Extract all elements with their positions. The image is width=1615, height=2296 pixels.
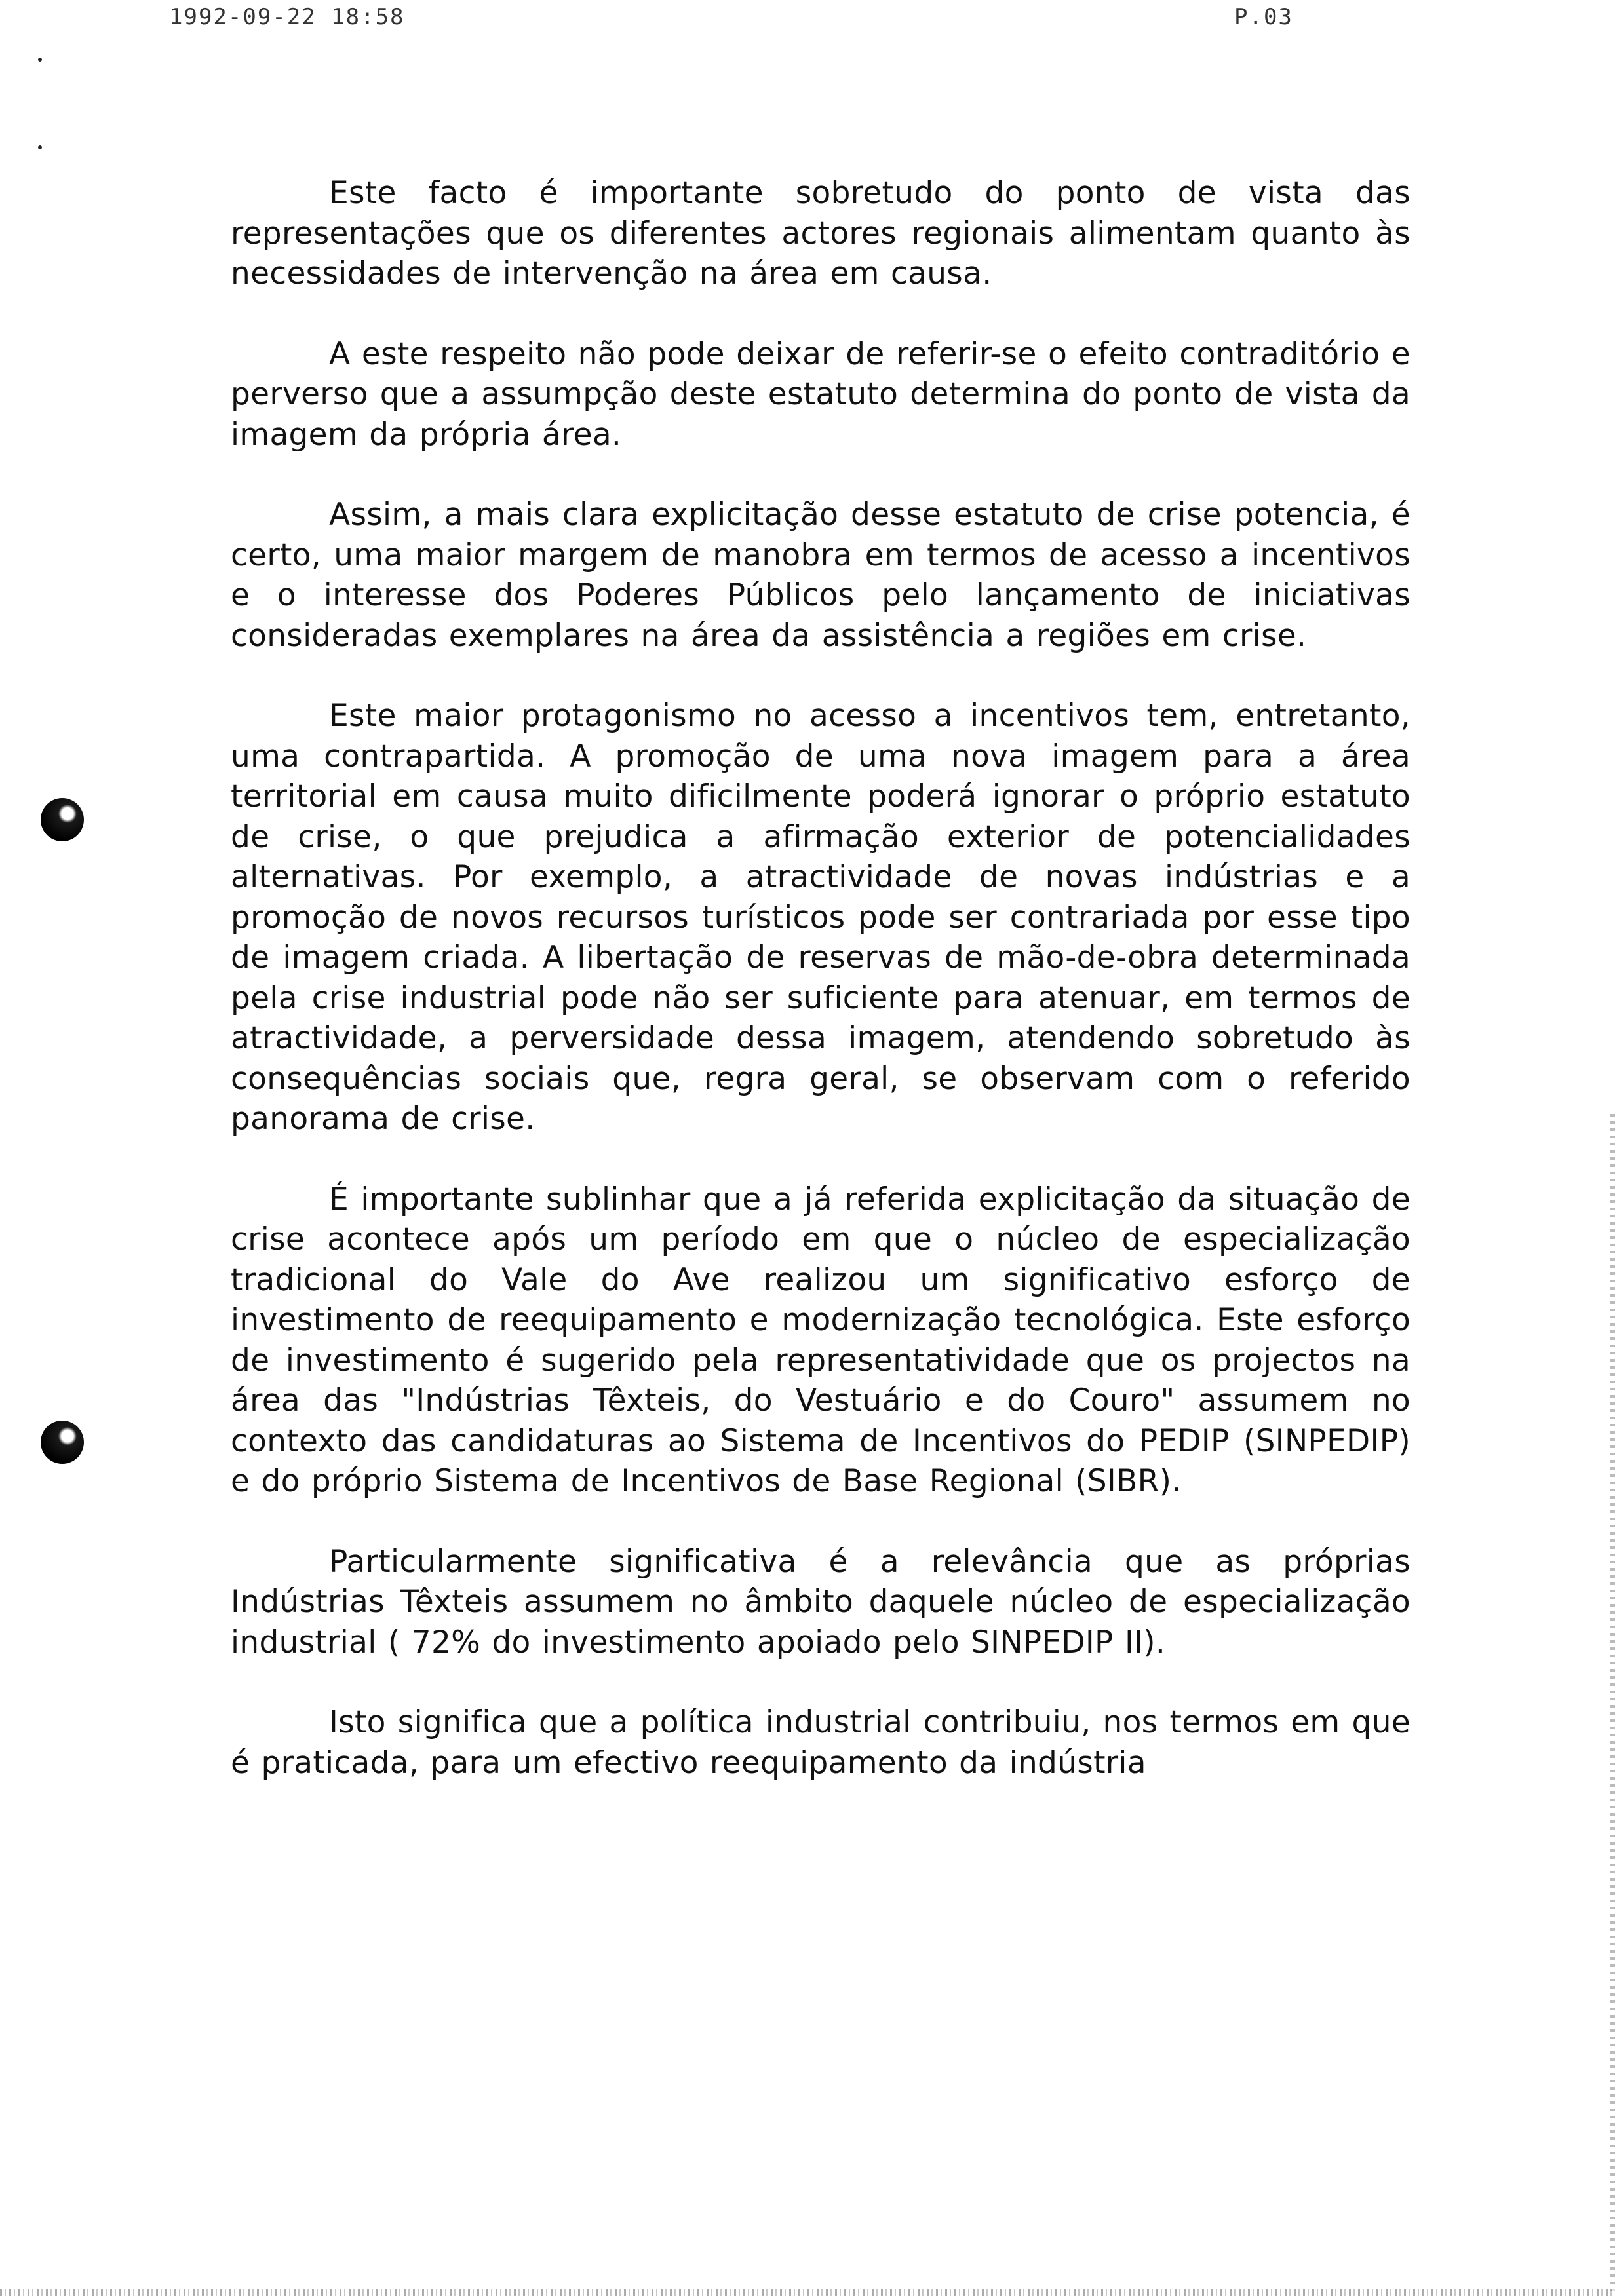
punch-hole-top [41,798,84,841]
fax-page-number: P.03 [1234,4,1293,30]
paragraph-1: Este facto é importante sobretudo do ponto de vista das representações que os diferentes actores regionais alimentam quanto às necessidades de intervenção na área em causa. [231,175,1411,292]
paragraph-4: Este maior protagonismo no acesso a incentivos tem, entretanto, uma contrapartida. A promoção de uma nova imagem para a área territorial em causa muito dificilmente poderá ignorar o próprio estatuto de crise, o que prejudica a afirmação exterior de potencialidades alternativas. Por exemplo, a atractividade de novas indústrias e a promoção de novos recursos turísticos pode ser contrariada por esse tipo de imagem criada. A libertação de reservas de mão-de-obra determinada pela crise industrial pode não ser suficiente para atenuar, em termos de atractividade, a perversidade dessa imagem, atendendo sobretudo às consequências sociais que, regra geral, se observam com o referido panorama de crise. [231,698,1411,1137]
scan-edge-right [1610,1114,1615,2296]
fax-header [0,4,1615,37]
scan-edge-bottom [0,2289,1615,2296]
punch-hole-bottom [41,1421,84,1464]
document-body [231,173,1411,1823]
scan-speck [38,145,42,149]
paragraph-6: Particularmente significativa é a relevância que as próprias Indústrias Têxteis assumem no âmbito daquele núcleo de especialização industrial ( 72% do investimento apoiado pelo SINPEDIP II). [231,1543,1411,1660]
fax-timestamp: 1992-09-22 18:58 [169,4,405,30]
paragraph-5: É importante sublinhar que a já referida explicitação da situação de crise acontece após um período em que o núcleo de especialização tradicional do Vale do Ave realizou um significativo esforço de investimento de reequipamento e modernização tecnológica. Este esforço de investimento é sugerido pela representatividade que os projectos na área das "Indústrias Têxteis, do Vestuário e do Couro" assumem no contexto das candidaturas ao Sistema de Incentivos do PEDIP (SINPEDIP) e do próprio Sistema de Incentivos de Base Regional (SIBR). [231,1181,1411,1499]
paragraph-2: A este respeito não pode deixar de referir-se o efeito contraditório e perverso que a assumpção deste estatuto determina do ponto de vista da imagem da própria área. [231,335,1411,453]
paragraph-7: Isto significa que a política industrial contribuiu, nos termos em que é praticada, para um efectivo reequipamento da indústria [231,1704,1411,1781]
paragraph-3: Assim, a mais clara explicitação desse estatuto de crise potencia, é certo, uma maior margem de manobra em termos de acesso a incentivos e o interesse dos Poderes Públicos pelo lançamento de iniciativas consideradas exemplares na área da assistência a regiões em crise. [231,497,1411,654]
scan-speck [38,58,42,62]
